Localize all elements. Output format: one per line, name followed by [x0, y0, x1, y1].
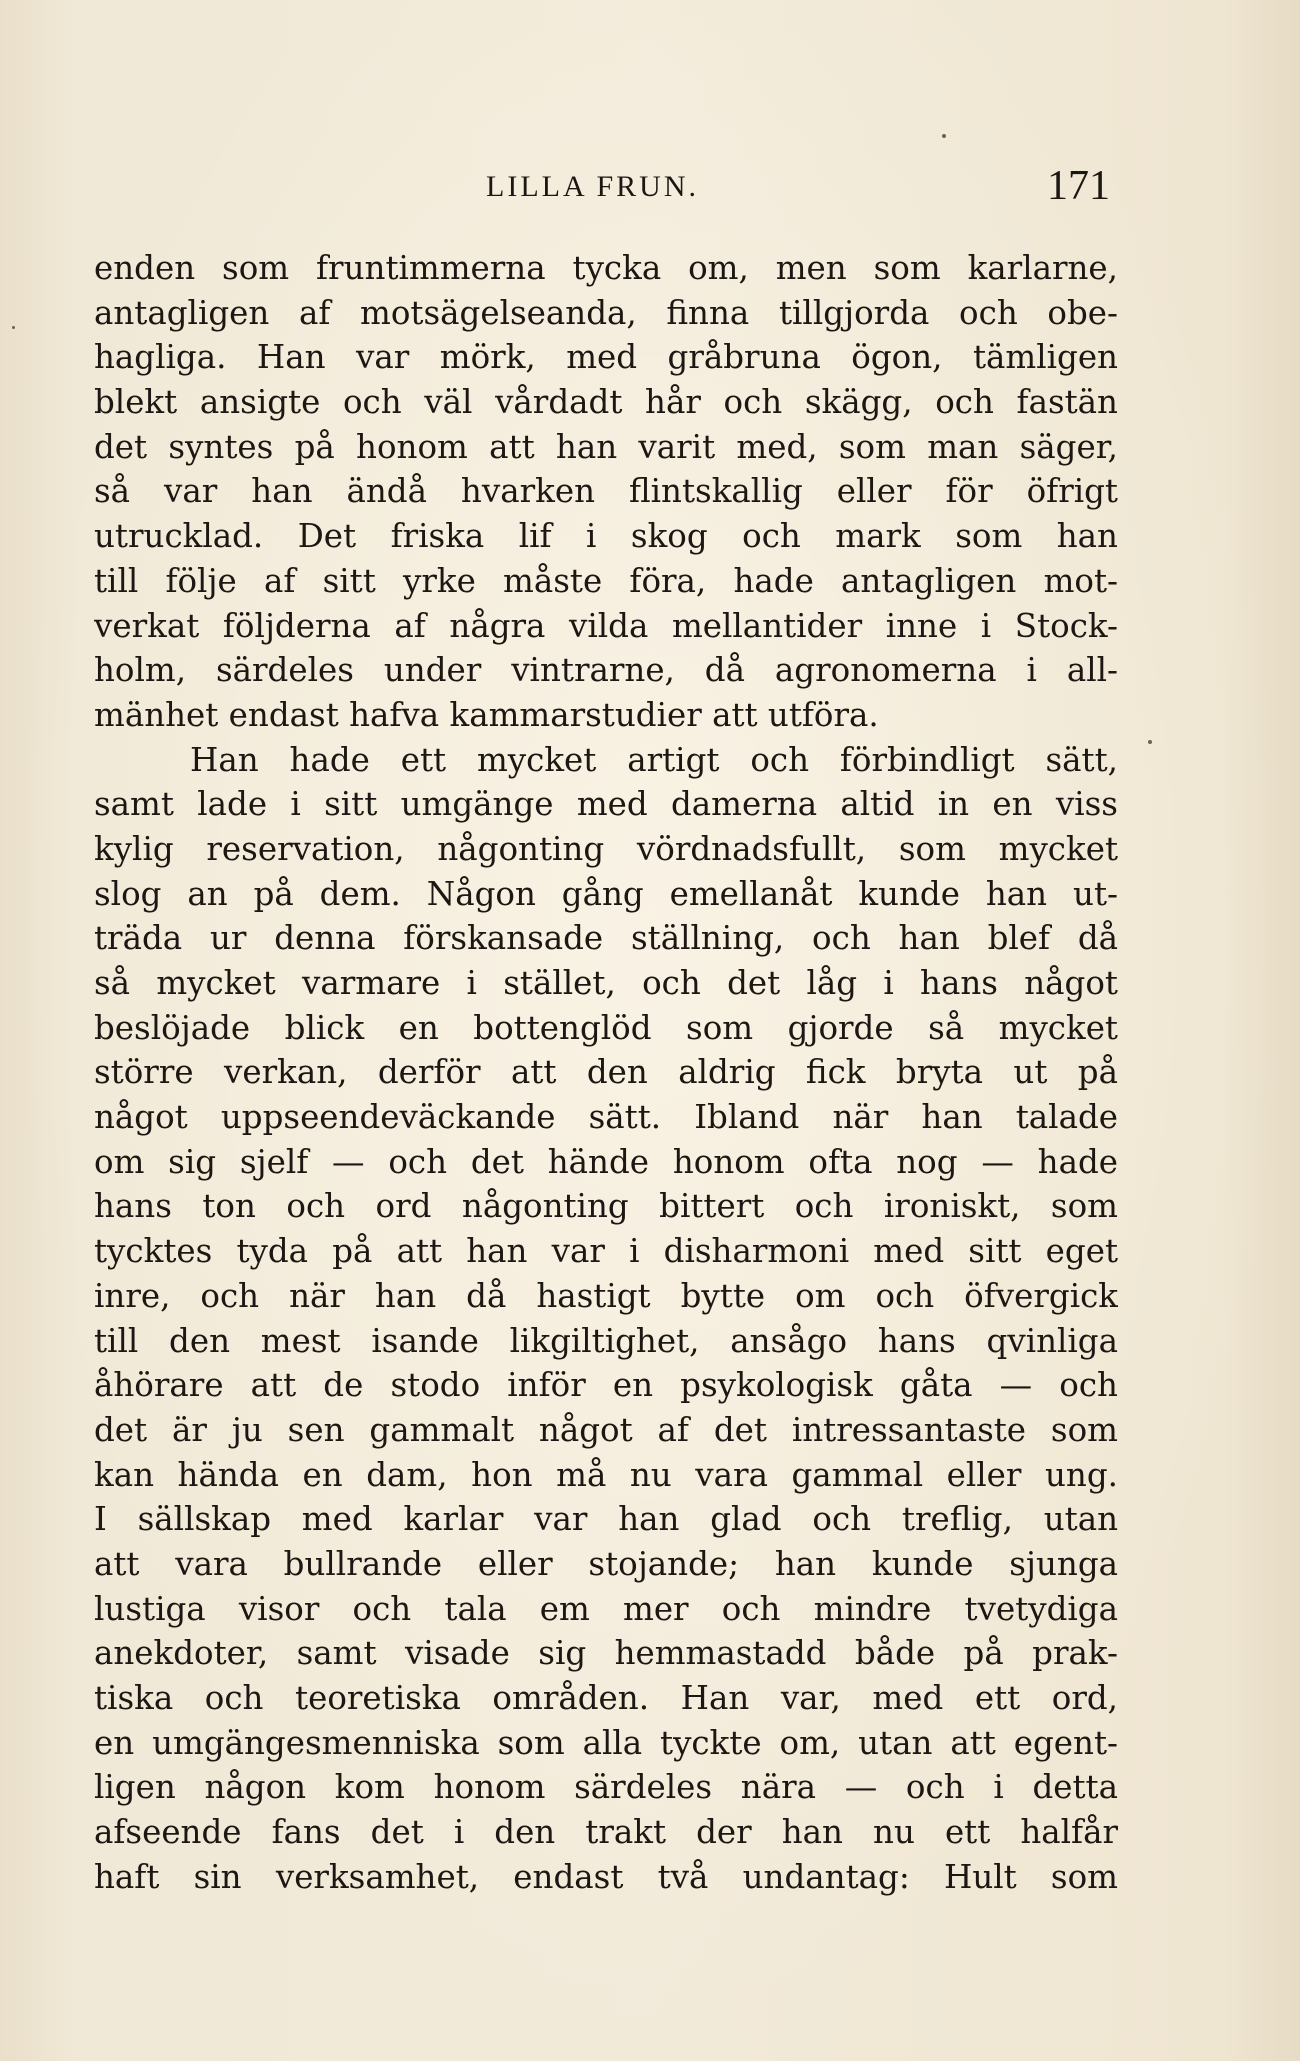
- text-line: en umgängesmenniska som alla tyckte om, utan att egent-: [94, 1723, 1118, 1762]
- text-line: träda ur denna förskansade ställning, och han blef då: [94, 919, 1118, 958]
- text-line: I sällskap med karlar var han glad och treflig, utan: [94, 1500, 1118, 1539]
- paper-speck: [12, 326, 15, 329]
- text-line: utrucklad. Det friska lif i skog och mark som han: [94, 517, 1118, 556]
- text-line: haft sin verksamhet, endast två undantag: Hult som: [94, 1857, 1118, 1896]
- text-line: blekt ansigte och väl vårdadt hår och skägg, och fastän: [94, 383, 1118, 422]
- text-line: antagligen af motsägelseanda, finna tillgjorda och obe-: [94, 293, 1118, 332]
- body-text: [94, 246, 1118, 1899]
- text-line: det är ju sen gammalt något af det intressantaste som: [94, 1410, 1118, 1449]
- text-line: enden som fruntimmerna tycka om, men som karlarne,: [94, 249, 1118, 287]
- text-line: åhörare att de stodo inför en psykologisk gåta — och: [94, 1366, 1118, 1405]
- running-title: LILLA FRUN.: [486, 170, 699, 203]
- text-line: tycktes tyda på att han var i disharmoni med sitt eget: [94, 1232, 1118, 1271]
- text-line: afseende fans det i den trakt der han nu ett halfår: [94, 1813, 1118, 1852]
- text-line: större verkan, derför att den aldrig fick bryta ut på: [94, 1053, 1118, 1092]
- text-line: att vara bullrande eller stojande; han kunde sjunga: [94, 1544, 1118, 1583]
- text-line: samt lade i sitt umgänge med damerna altid in en viss: [94, 785, 1118, 824]
- text-line: lustiga visor och tala em mer och mindre tvetydiga: [94, 1589, 1118, 1628]
- text-line: anekdoter, samt visade sig hemmastadd både på prak-: [94, 1634, 1118, 1673]
- text-line: så var han ändå hvarken flintskallig eller för öfrigt: [94, 472, 1118, 511]
- paragraph-end-line: mänhet endast hafva kammarstudier att utföra.: [94, 695, 879, 734]
- text-line: så mycket varmare i stället, och det låg i hans något: [94, 964, 1118, 1002]
- text-line: beslöjade blick en bottenglöd som gjorde så mycket: [94, 1008, 1118, 1047]
- text-line: till följe af sitt yrke måste föra, hade antagligen mot-: [94, 561, 1118, 600]
- page-number: 171: [1047, 163, 1110, 209]
- paragraph-start-line: Han hade ett mycket artigt och förbindligt sätt,: [190, 740, 1118, 779]
- text-line: holm, särdeles under vintrarne, då agronomerna i all-: [94, 651, 1118, 690]
- text-line: kan hända en dam, hon må nu vara gammal eller ung.: [94, 1455, 1118, 1494]
- text-line: hans ton och ord någonting bittert och ironiskt, som: [94, 1187, 1118, 1226]
- text-line: till den mest isande likgiltighet, ansågo hans qvinliga: [94, 1321, 1118, 1360]
- text-line: hagliga. Han var mörk, med gråbruna ögon, tämligen: [94, 338, 1118, 377]
- text-line: något uppseendeväckande sätt. Ibland när han talade: [94, 1098, 1118, 1137]
- text-line: inre, och när han då hastigt bytte om och öfvergick: [94, 1276, 1118, 1315]
- text-line: om sig sjelf — och det hände honom ofta nog — hade: [94, 1142, 1118, 1181]
- text-line: det syntes på honom att han varit med, som man säger,: [94, 427, 1118, 466]
- text-line: verkat följderna af några vilda mellantider inne i Stock-: [94, 606, 1118, 645]
- page-header: [96, 162, 1120, 222]
- text-line: kylig reservation, någonting vördnadsfullt, som mycket: [94, 829, 1118, 868]
- text-line: ligen någon kom honom särdeles nära — och i detta: [94, 1768, 1118, 1807]
- paper-speck: [1148, 740, 1152, 744]
- text-line: slog an på dem. Någon gång emellanåt kunde han ut-: [94, 874, 1118, 913]
- paper-speck: [942, 134, 946, 138]
- text-line: tiska och teoretiska områden. Han var, med ett ord,: [94, 1679, 1118, 1717]
